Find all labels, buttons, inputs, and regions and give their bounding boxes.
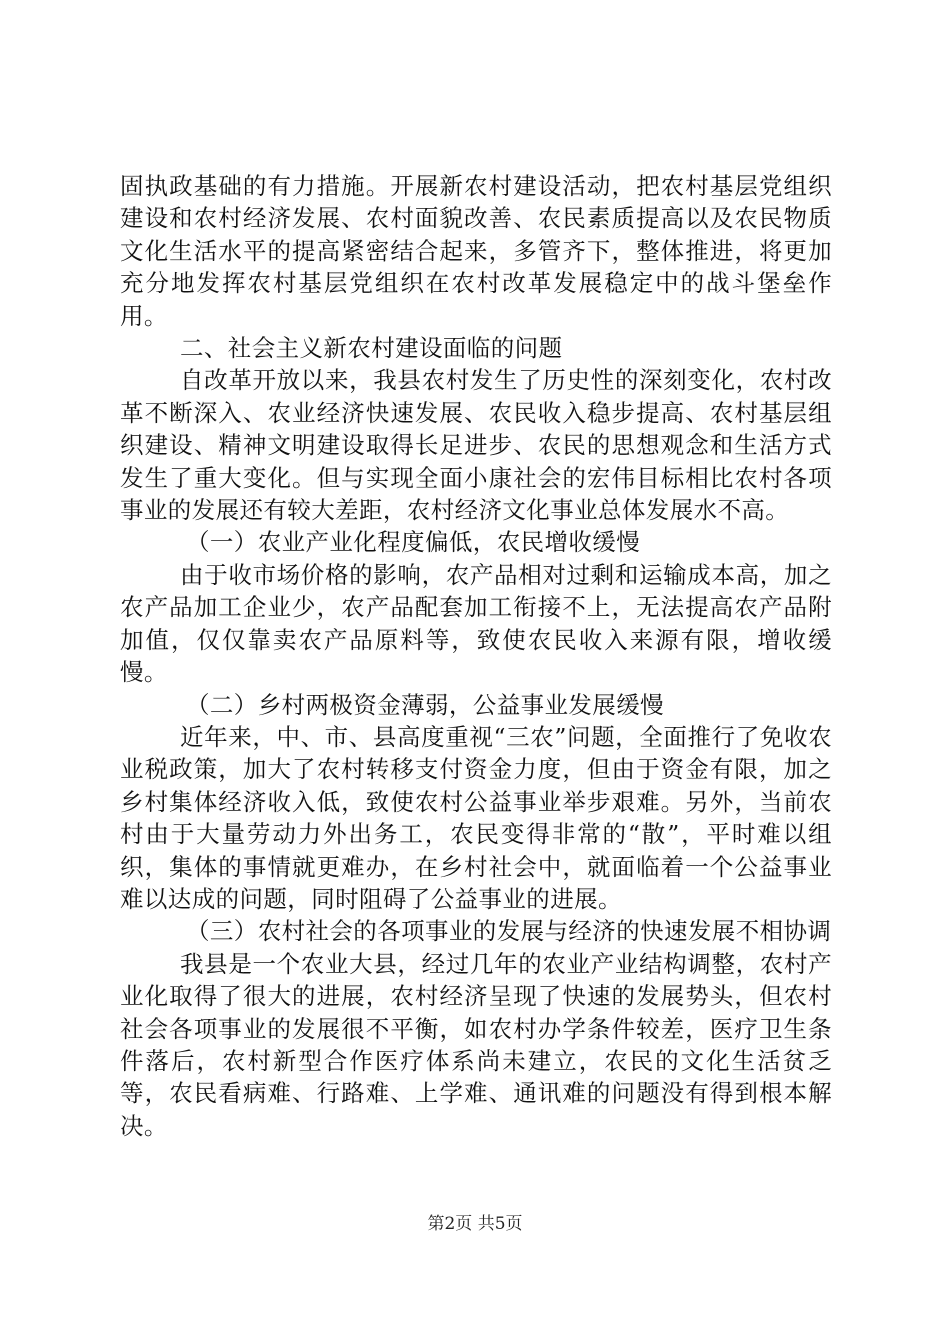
- subsection-heading-2: （二）乡村两极资金薄弱，公益事业发展缓慢: [186, 690, 664, 719]
- paragraph: 近年来，中、市、县高度重视“三农”问题，全面推行了免收农业税政策，加大了农村转移支付资金力度，但由于资金有限，加之乡村集体经济收入低，致使农村公益事业举步艰难。另外，当前农村由于大量劳动力外出务工，农民变得非常的“散”，平时难以组织，集体的事情就更难办，在乡村社会中，就面临着一个公益事业难以达成的问题，同时阻碍了公益事业的进展。: [120, 722, 832, 913]
- paragraph: 自改革开放以来，我县农村发生了历史性的深刻变化，农村改革不断深入、农业经济快速发展、农民收入稳步提高、农村基层组织建设、精神文明建设取得长足进步、农民的思想观念和生活方式发生了重大变化。但与实现全面小康社会的宏伟目标相比农村各项事业的发展还有较大差距，农村经济文化事业总体发展水不高。: [120, 366, 832, 525]
- subsection-heading-1: （一）农业产业化程度偏低，农民增收缓慢: [186, 528, 641, 557]
- paragraph: 由于收市场价格的影响，农产品相对过剩和运输成本高，加之农产品加工企业少，农产品配套加工衔接不上，无法提高农产品附加值，仅仅靠卖农产品原料等，致使农民收入来源有限，增收缓慢。: [120, 560, 832, 687]
- paragraph-continuation: 固执政基础的有力措施。开展新农村建设活动，把农村基层党组织建设和农村经济发展、农村面貌改善、农民素质提高以及农民物质文化生活水平的提高紧密结合起来，多管齐下，整体推进，将更加充分地发挥农村基层党组织在农村改革发展稳定中的战斗堡垒作用。: [120, 172, 832, 330]
- section-heading-2: 二、社会主义新农村建设面临的问题: [180, 334, 563, 363]
- document-body: [120, 170, 832, 1142]
- paragraph: 我县是一个农业大县，经过几年的农业产业结构调整，农村产业化取得了很大的进展，农村经济呈现了快速的发展势头，但农村社会各项事业的发展很不平衡，如农村办学条件较差，医疗卫生条件落后，农村新型合作医疗体系尚未建立，农民的文化生活贫乏等，农民看病难、行路难、上学难、通讯难的问题没有得到根本解决。: [120, 949, 832, 1140]
- subsection-heading-3: （三）农村社会的各项事业的发展与经济的快速发展不相协调: [186, 917, 832, 946]
- page-footer: 第2页 共5页: [427, 1214, 523, 1234]
